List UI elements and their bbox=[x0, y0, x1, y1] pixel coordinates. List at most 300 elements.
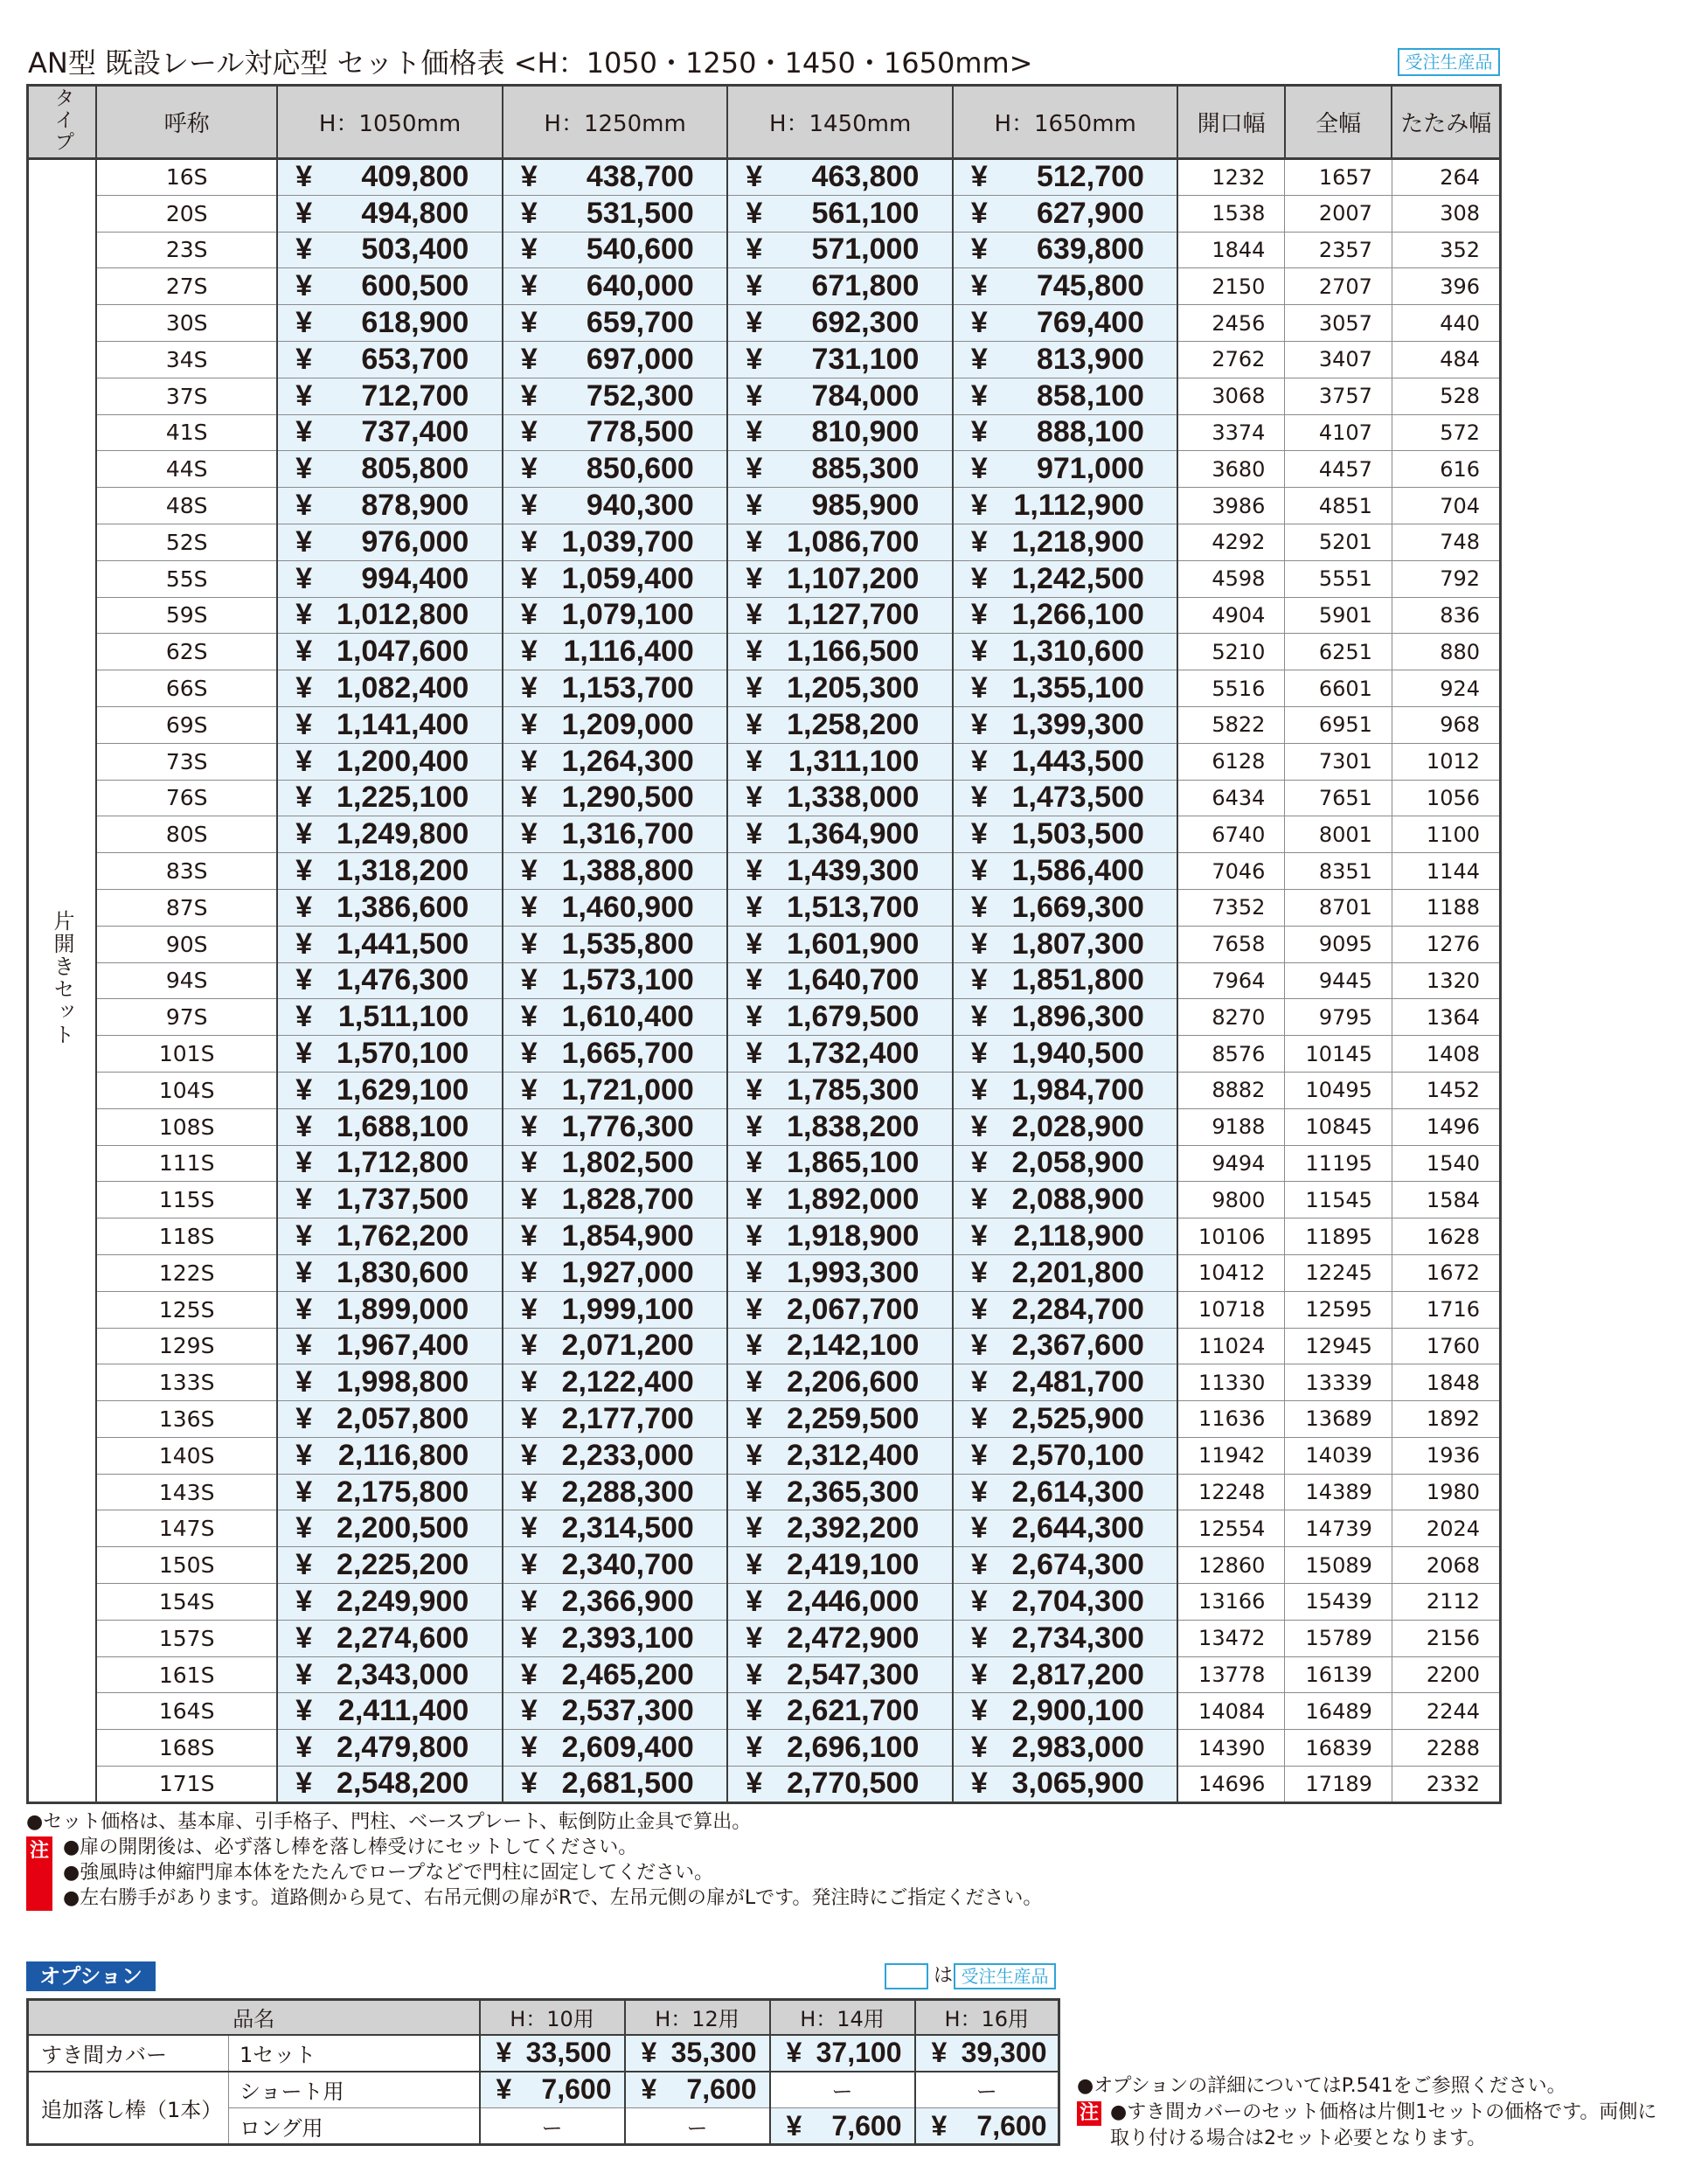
row-name: 94S bbox=[96, 962, 277, 999]
dimension-cell: 13472 bbox=[1177, 1620, 1284, 1656]
dimension-cell: 16489 bbox=[1285, 1693, 1392, 1730]
dimension-cell: 11636 bbox=[1177, 1401, 1284, 1438]
row-name: 55S bbox=[96, 560, 277, 597]
dimension-cell: 10845 bbox=[1285, 1108, 1392, 1145]
dimension-cell: 5551 bbox=[1285, 560, 1392, 597]
price-cell: ¥ 1,762,200 bbox=[277, 1218, 503, 1255]
price-cell: ¥ 2,206,600 bbox=[727, 1364, 953, 1401]
price-cell: ¥ 1,153,700 bbox=[503, 670, 728, 707]
price-cell: ¥ 1,899,000 bbox=[277, 1291, 503, 1328]
option-price: ¥ 7,600 bbox=[915, 2108, 1059, 2145]
row-name: 108S bbox=[96, 1108, 277, 1145]
option-price: ¥ 7,600 bbox=[480, 2072, 625, 2108]
table-row bbox=[28, 1218, 1501, 1255]
dimension-cell: 2024 bbox=[1392, 1510, 1500, 1547]
price-cell: ¥ 1,785,300 bbox=[727, 1072, 953, 1108]
price-cell: ¥ 1,116,400 bbox=[503, 634, 728, 670]
dimension-cell: 1657 bbox=[1285, 159, 1392, 196]
dimension-cell: 1538 bbox=[1177, 195, 1284, 232]
dimension-cell: 1540 bbox=[1392, 1145, 1500, 1182]
price-cell: ¥ 1,535,800 bbox=[503, 926, 728, 962]
price-cell: ¥ 2,142,100 bbox=[727, 1328, 953, 1364]
option-dash: ー bbox=[480, 2108, 625, 2145]
table-header-row bbox=[28, 86, 1501, 159]
price-cell: ¥ 463,800 bbox=[727, 159, 953, 196]
price-cell: ¥ 531,500 bbox=[503, 195, 728, 232]
dimension-cell: 14390 bbox=[1177, 1730, 1284, 1767]
price-cell: ¥ 1,807,300 bbox=[953, 926, 1178, 962]
table-row bbox=[28, 1036, 1501, 1073]
table-row bbox=[28, 378, 1501, 414]
price-cell: ¥ 2,704,300 bbox=[953, 1584, 1178, 1621]
option-unit: 1セット bbox=[229, 2035, 480, 2072]
header-h1050: H：1050mm bbox=[277, 86, 503, 159]
option-note: ●オプションの詳細についてはP.541をご参照ください。 bbox=[1077, 2075, 1566, 2097]
dimension-cell: 13689 bbox=[1285, 1401, 1392, 1438]
price-cell: ¥ 2,411,400 bbox=[277, 1693, 503, 1730]
price-cell: ¥ 1,838,200 bbox=[727, 1108, 953, 1145]
table-row bbox=[28, 743, 1501, 780]
row-name: 62S bbox=[96, 634, 277, 670]
table-row bbox=[28, 560, 1501, 597]
table-row bbox=[28, 1072, 1501, 1108]
price-cell: ¥ 2,547,300 bbox=[727, 1656, 953, 1693]
dimension-cell: 2156 bbox=[1392, 1620, 1500, 1656]
price-cell: ¥ 858,100 bbox=[953, 378, 1178, 414]
dimension-cell: 16139 bbox=[1285, 1656, 1392, 1693]
dimension-cell: 9188 bbox=[1177, 1108, 1284, 1145]
dimension-cell: 5822 bbox=[1177, 706, 1284, 743]
table-row bbox=[28, 488, 1501, 524]
row-name: 154S bbox=[96, 1584, 277, 1621]
price-cell: ¥ 2,288,300 bbox=[503, 1474, 728, 1510]
price-cell: ¥ 1,266,100 bbox=[953, 597, 1178, 634]
price-cell: ¥ 2,312,400 bbox=[727, 1437, 953, 1474]
price-cell: ¥ 805,800 bbox=[277, 451, 503, 488]
row-name: 52S bbox=[96, 524, 277, 560]
row-name: 76S bbox=[96, 780, 277, 816]
price-cell: ¥ 2,734,300 bbox=[953, 1620, 1178, 1656]
price-cell: ¥ 2,233,000 bbox=[503, 1437, 728, 1474]
price-cell: ¥ 2,472,900 bbox=[727, 1620, 953, 1656]
price-cell: ¥ 1,264,300 bbox=[503, 743, 728, 780]
dimension-cell: 4457 bbox=[1285, 451, 1392, 488]
dimension-cell: 1100 bbox=[1392, 816, 1500, 853]
price-cell: ¥ 2,696,100 bbox=[727, 1730, 953, 1767]
price-cell: ¥ 1,364,900 bbox=[727, 816, 953, 853]
price-cell: ¥ 3,065,900 bbox=[953, 1767, 1178, 1803]
dimension-cell: 2007 bbox=[1285, 195, 1392, 232]
dimension-cell: 792 bbox=[1392, 560, 1500, 597]
row-name: 37S bbox=[96, 378, 277, 414]
dimension-cell: 9445 bbox=[1285, 962, 1392, 999]
header-name: 呼称 bbox=[96, 86, 277, 159]
dimension-cell: 2200 bbox=[1392, 1656, 1500, 1693]
row-name: 66S bbox=[96, 670, 277, 707]
row-name: 41S bbox=[96, 414, 277, 451]
dimension-cell: 16839 bbox=[1285, 1730, 1392, 1767]
dimension-cell: 968 bbox=[1392, 706, 1500, 743]
price-cell: ¥ 2,175,800 bbox=[277, 1474, 503, 1510]
dimension-cell: 13166 bbox=[1177, 1584, 1284, 1621]
dimension-cell: 14039 bbox=[1285, 1437, 1392, 1474]
price-cell: ¥ 2,118,900 bbox=[953, 1218, 1178, 1255]
price-cell: ¥ 1,721,000 bbox=[503, 1072, 728, 1108]
dimension-cell: 264 bbox=[1392, 159, 1500, 196]
price-cell: ¥ 1,688,100 bbox=[277, 1108, 503, 1145]
row-name: 136S bbox=[96, 1401, 277, 1438]
table-row bbox=[28, 451, 1501, 488]
dimension-cell: 8701 bbox=[1285, 889, 1392, 926]
dimension-cell: 6128 bbox=[1177, 743, 1284, 780]
dimension-cell: 12860 bbox=[1177, 1547, 1284, 1584]
price-cell: ¥ 1,503,500 bbox=[953, 816, 1178, 853]
dimension-cell: 6601 bbox=[1285, 670, 1392, 707]
note-item: ●左右勝手があります。道路側から見て、右吊元側の扉がRで、左吊元側の扉がLです。発注時にご指定ください。 bbox=[63, 1887, 1043, 1909]
price-cell: ¥ 1,999,100 bbox=[503, 1291, 728, 1328]
page-title: AN型 既設レール対応型 セット価格表 <H：1050・1250・1450・1650mm> bbox=[28, 46, 1033, 80]
price-cell: ¥ 940,300 bbox=[503, 488, 728, 524]
dimension-cell: 3407 bbox=[1285, 341, 1392, 378]
table-row bbox=[28, 999, 1501, 1036]
price-cell: ¥ 438,700 bbox=[503, 159, 728, 196]
row-name: 101S bbox=[96, 1036, 277, 1073]
options-header-h14: H：14用 bbox=[770, 2000, 915, 2035]
dimension-cell: 1408 bbox=[1392, 1036, 1500, 1073]
table-row bbox=[28, 597, 1501, 634]
legend-swatch bbox=[885, 1963, 928, 1989]
dimension-cell: 3757 bbox=[1285, 378, 1392, 414]
price-cell: ¥ 1,047,600 bbox=[277, 634, 503, 670]
header-type: タイプ bbox=[28, 86, 97, 159]
option-price: ¥ 37,100 bbox=[770, 2035, 915, 2072]
price-cell: ¥ 810,900 bbox=[727, 414, 953, 451]
dimension-cell: 924 bbox=[1392, 670, 1500, 707]
price-cell: ¥ 2,122,400 bbox=[503, 1364, 728, 1401]
price-cell: ¥ 627,900 bbox=[953, 195, 1178, 232]
price-cell: ¥ 1,443,500 bbox=[953, 743, 1178, 780]
dimension-cell: 1672 bbox=[1392, 1254, 1500, 1291]
price-cell: ¥ 1,679,500 bbox=[727, 999, 953, 1036]
dimension-cell: 1844 bbox=[1177, 232, 1284, 268]
header-h1650: H：1650mm bbox=[953, 86, 1178, 159]
price-cell: ¥ 618,900 bbox=[277, 305, 503, 342]
row-name: 16S bbox=[96, 159, 277, 196]
table-row bbox=[28, 816, 1501, 853]
dimension-cell: 4904 bbox=[1177, 597, 1284, 634]
price-cell: ¥ 494,800 bbox=[277, 195, 503, 232]
option-row-drop-rod-short bbox=[28, 2072, 1059, 2108]
price-cell: ¥ 1,039,700 bbox=[503, 524, 728, 560]
price-cell: ¥ 1,669,300 bbox=[953, 889, 1178, 926]
price-cell: ¥ 2,770,500 bbox=[727, 1767, 953, 1803]
dimension-cell: 11195 bbox=[1285, 1145, 1392, 1182]
dimension-cell: 1716 bbox=[1392, 1291, 1500, 1328]
dimension-cell: 484 bbox=[1392, 341, 1500, 378]
price-cell: ¥ 976,000 bbox=[277, 524, 503, 560]
price-cell: ¥ 2,681,500 bbox=[503, 1767, 728, 1803]
price-cell: ¥ 737,400 bbox=[277, 414, 503, 451]
dimension-cell: 880 bbox=[1392, 634, 1500, 670]
price-cell: ¥ 1,927,000 bbox=[503, 1254, 728, 1291]
row-name: 104S bbox=[96, 1072, 277, 1108]
table-row bbox=[28, 926, 1501, 962]
dimension-cell: 10145 bbox=[1285, 1036, 1392, 1073]
price-cell: ¥ 2,058,900 bbox=[953, 1145, 1178, 1182]
table-row bbox=[28, 634, 1501, 670]
row-name: 143S bbox=[96, 1474, 277, 1510]
table-row bbox=[28, 670, 1501, 707]
price-cell: ¥ 2,116,800 bbox=[277, 1437, 503, 1474]
price-cell: ¥ 2,983,000 bbox=[953, 1730, 1178, 1767]
legend-text: は bbox=[934, 1965, 954, 1987]
dimension-cell: 13778 bbox=[1177, 1656, 1284, 1693]
option-unit: ショート用 bbox=[229, 2072, 480, 2108]
dimension-cell: 1452 bbox=[1392, 1072, 1500, 1108]
table-row bbox=[28, 889, 1501, 926]
dimension-cell: 9095 bbox=[1285, 926, 1392, 962]
dimension-cell: 308 bbox=[1392, 195, 1500, 232]
dimension-cell: 6951 bbox=[1285, 706, 1392, 743]
dimension-cell: 3374 bbox=[1177, 414, 1284, 451]
row-name: 20S bbox=[96, 195, 277, 232]
price-cell: ¥ 712,700 bbox=[277, 378, 503, 414]
price-cell: ¥ 850,600 bbox=[503, 451, 728, 488]
options-table bbox=[26, 1998, 1060, 2146]
price-cell: ¥ 1,460,900 bbox=[503, 889, 728, 926]
row-name: 27S bbox=[96, 268, 277, 305]
table-row bbox=[28, 1401, 1501, 1438]
table-row bbox=[28, 1291, 1501, 1328]
dimension-cell: 8882 bbox=[1177, 1072, 1284, 1108]
price-cell: ¥ 2,392,200 bbox=[727, 1510, 953, 1547]
row-name: 73S bbox=[96, 743, 277, 780]
price-cell: ¥ 561,100 bbox=[727, 195, 953, 232]
price-cell: ¥ 1,610,400 bbox=[503, 999, 728, 1036]
price-cell: ¥ 1,107,200 bbox=[727, 560, 953, 597]
price-cell: ¥ 2,365,300 bbox=[727, 1474, 953, 1510]
price-cell: ¥ 1,998,800 bbox=[277, 1364, 503, 1401]
option-unit: ロング用 bbox=[229, 2108, 480, 2145]
price-cell: ¥ 2,621,700 bbox=[727, 1693, 953, 1730]
header-folded-width: たたみ幅 bbox=[1392, 86, 1500, 159]
price-cell: ¥ 1,399,300 bbox=[953, 706, 1178, 743]
dimension-cell: 9800 bbox=[1177, 1182, 1284, 1218]
dimension-cell: 2456 bbox=[1177, 305, 1284, 342]
price-cell: ¥ 878,900 bbox=[277, 488, 503, 524]
table-row bbox=[28, 195, 1501, 232]
price-cell: ¥ 2,900,100 bbox=[953, 1693, 1178, 1730]
dimension-cell: 1628 bbox=[1392, 1218, 1500, 1255]
row-name: 164S bbox=[96, 1693, 277, 1730]
price-cell: ¥ 1,854,900 bbox=[503, 1218, 728, 1255]
dimension-cell: 8001 bbox=[1285, 816, 1392, 853]
price-cell: ¥ 671,800 bbox=[727, 268, 953, 305]
price-cell: ¥ 1,209,000 bbox=[503, 706, 728, 743]
table-row bbox=[28, 1620, 1501, 1656]
dimension-cell: 8270 bbox=[1177, 999, 1284, 1036]
price-cell: ¥ 1,865,100 bbox=[727, 1145, 953, 1182]
table-row bbox=[28, 1108, 1501, 1145]
price-cell: ¥ 1,918,900 bbox=[727, 1218, 953, 1255]
price-cell: ¥ 1,629,100 bbox=[277, 1072, 503, 1108]
table-row bbox=[28, 1767, 1501, 1803]
price-cell: ¥ 1,200,400 bbox=[277, 743, 503, 780]
dimension-cell: 1848 bbox=[1392, 1364, 1500, 1401]
table-row bbox=[28, 1547, 1501, 1584]
dimension-cell: 440 bbox=[1392, 305, 1500, 342]
price-cell: ¥ 1,441,500 bbox=[277, 926, 503, 962]
price-cell: ¥ 2,465,200 bbox=[503, 1656, 728, 1693]
dimension-cell: 17189 bbox=[1285, 1767, 1392, 1803]
price-cell: ¥ 1,355,100 bbox=[953, 670, 1178, 707]
row-name: 34S bbox=[96, 341, 277, 378]
price-cell: ¥ 769,400 bbox=[953, 305, 1178, 342]
price-cell: ¥ 1,896,300 bbox=[953, 999, 1178, 1036]
price-cell: ¥ 2,177,700 bbox=[503, 1401, 728, 1438]
option-note: ●すき間カバーのセット価格は片側1セットの価格です。両側に bbox=[1110, 2101, 1657, 2123]
table-row bbox=[28, 1364, 1501, 1401]
price-cell: ¥ 1,940,500 bbox=[953, 1036, 1178, 1073]
dimension-cell: 15439 bbox=[1285, 1584, 1392, 1621]
price-cell: ¥ 1,127,700 bbox=[727, 597, 953, 634]
dimension-cell: 2244 bbox=[1392, 1693, 1500, 1730]
dimension-cell: 7651 bbox=[1285, 780, 1392, 816]
dimension-cell: 2112 bbox=[1392, 1584, 1500, 1621]
dimension-cell: 3986 bbox=[1177, 488, 1284, 524]
price-cell: ¥ 1,601,900 bbox=[727, 926, 953, 962]
dimension-cell: 2357 bbox=[1285, 232, 1392, 268]
price-cell: ¥ 2,570,100 bbox=[953, 1437, 1178, 1474]
table-row bbox=[28, 1254, 1501, 1291]
dimension-cell: 4107 bbox=[1285, 414, 1392, 451]
dimension-cell: 1320 bbox=[1392, 962, 1500, 999]
price-cell: ¥ 885,300 bbox=[727, 451, 953, 488]
price-cell: ¥ 540,600 bbox=[503, 232, 728, 268]
dimension-cell: 14739 bbox=[1285, 1510, 1392, 1547]
dimension-cell: 10495 bbox=[1285, 1072, 1392, 1108]
price-cell: ¥ 2,274,600 bbox=[277, 1620, 503, 1656]
price-cell: ¥ 2,088,900 bbox=[953, 1182, 1178, 1218]
notes bbox=[26, 1809, 1042, 1911]
dimension-cell: 352 bbox=[1392, 232, 1500, 268]
price-cell: ¥ 1,828,700 bbox=[503, 1182, 728, 1218]
dimension-cell: 2288 bbox=[1392, 1730, 1500, 1767]
price-cell: ¥ 1,993,300 bbox=[727, 1254, 953, 1291]
dimension-cell: 616 bbox=[1392, 451, 1500, 488]
price-cell: ¥ 697,000 bbox=[503, 341, 728, 378]
price-cell: ¥ 2,067,700 bbox=[727, 1291, 953, 1328]
dimension-cell: 1936 bbox=[1392, 1437, 1500, 1474]
price-cell: ¥ 2,644,300 bbox=[953, 1510, 1178, 1547]
price-cell: ¥ 971,000 bbox=[953, 451, 1178, 488]
price-cell: ¥ 600,500 bbox=[277, 268, 503, 305]
dimension-cell: 14389 bbox=[1285, 1474, 1392, 1510]
price-cell: ¥ 1,386,600 bbox=[277, 889, 503, 926]
price-cell: ¥ 752,300 bbox=[503, 378, 728, 414]
price-cell: ¥ 994,400 bbox=[277, 560, 503, 597]
price-cell: ¥ 2,057,800 bbox=[277, 1401, 503, 1438]
row-name: 87S bbox=[96, 889, 277, 926]
dimension-cell: 1012 bbox=[1392, 743, 1500, 780]
dimension-cell: 6740 bbox=[1177, 816, 1284, 853]
price-cell: ¥ 1,082,400 bbox=[277, 670, 503, 707]
table-row bbox=[28, 1656, 1501, 1693]
options-header-h12: H：12用 bbox=[625, 2000, 770, 2035]
price-cell: ¥ 2,419,100 bbox=[727, 1547, 953, 1584]
row-name: 140S bbox=[96, 1437, 277, 1474]
price-cell: ¥ 692,300 bbox=[727, 305, 953, 342]
price-cell: ¥ 659,700 bbox=[503, 305, 728, 342]
price-cell: ¥ 2,340,700 bbox=[503, 1547, 728, 1584]
note-item: ●強風時は伸縮門扉本体をたたんでロープなどで門柱に固定してください。 bbox=[63, 1862, 714, 1884]
dimension-cell: 12595 bbox=[1285, 1291, 1392, 1328]
price-cell: ¥ 1,732,400 bbox=[727, 1036, 953, 1073]
price-cell: ¥ 1,318,200 bbox=[277, 853, 503, 890]
options-title: オプション bbox=[26, 1961, 156, 1991]
price-cell: ¥ 1,712,800 bbox=[277, 1145, 503, 1182]
row-name: 23S bbox=[96, 232, 277, 268]
dimension-cell: 5901 bbox=[1285, 597, 1392, 634]
price-cell: ¥ 888,100 bbox=[953, 414, 1178, 451]
dimension-cell: 1980 bbox=[1392, 1474, 1500, 1510]
option-notes bbox=[1077, 2073, 1656, 2152]
option-price: ¥ 7,600 bbox=[625, 2072, 770, 2108]
table-row bbox=[28, 1693, 1501, 1730]
table-row bbox=[28, 341, 1501, 378]
price-cell: ¥ 1,242,500 bbox=[953, 560, 1178, 597]
price-cell: ¥ 1,573,100 bbox=[503, 962, 728, 999]
price-cell: ¥ 1,166,500 bbox=[727, 634, 953, 670]
price-cell: ¥ 653,700 bbox=[277, 341, 503, 378]
dimension-cell: 1144 bbox=[1392, 853, 1500, 890]
dimension-cell: 3680 bbox=[1177, 451, 1284, 488]
price-cell: ¥ 1,570,100 bbox=[277, 1036, 503, 1073]
row-name: 171S bbox=[96, 1767, 277, 1803]
options-header-h16: H：16用 bbox=[915, 2000, 1059, 2035]
price-cell: ¥ 1,511,100 bbox=[277, 999, 503, 1036]
dimension-cell: 11330 bbox=[1177, 1364, 1284, 1401]
dimension-cell: 748 bbox=[1392, 524, 1500, 560]
dimension-cell: 1276 bbox=[1392, 926, 1500, 962]
table-row bbox=[28, 232, 1501, 268]
dimension-cell: 14696 bbox=[1177, 1767, 1284, 1803]
price-cell: ¥ 1,338,000 bbox=[727, 780, 953, 816]
dimension-cell: 12245 bbox=[1285, 1254, 1392, 1291]
price-cell: ¥ 2,674,300 bbox=[953, 1547, 1178, 1584]
dimension-cell: 1496 bbox=[1392, 1108, 1500, 1145]
price-cell: ¥ 2,249,900 bbox=[277, 1584, 503, 1621]
price-cell: ¥ 640,000 bbox=[503, 268, 728, 305]
price-cell: ¥ 1,476,300 bbox=[277, 962, 503, 999]
dimension-cell: 6434 bbox=[1177, 780, 1284, 816]
dimension-cell: 528 bbox=[1392, 378, 1500, 414]
price-cell: ¥ 1,892,000 bbox=[727, 1182, 953, 1218]
price-cell: ¥ 1,316,700 bbox=[503, 816, 728, 853]
price-cell: ¥ 1,086,700 bbox=[727, 524, 953, 560]
dimension-cell: 1760 bbox=[1392, 1328, 1500, 1364]
price-cell: ¥ 778,500 bbox=[503, 414, 728, 451]
table-row bbox=[28, 1474, 1501, 1510]
options-header-row bbox=[28, 2000, 1059, 2035]
price-cell: ¥ 2,071,200 bbox=[503, 1328, 728, 1364]
price-cell: ¥ 2,393,100 bbox=[503, 1620, 728, 1656]
table-row bbox=[28, 1730, 1501, 1767]
price-cell: ¥ 2,366,900 bbox=[503, 1584, 728, 1621]
row-name: 83S bbox=[96, 853, 277, 890]
price-cell: ¥ 503,400 bbox=[277, 232, 503, 268]
dimension-cell: 1364 bbox=[1392, 999, 1500, 1036]
